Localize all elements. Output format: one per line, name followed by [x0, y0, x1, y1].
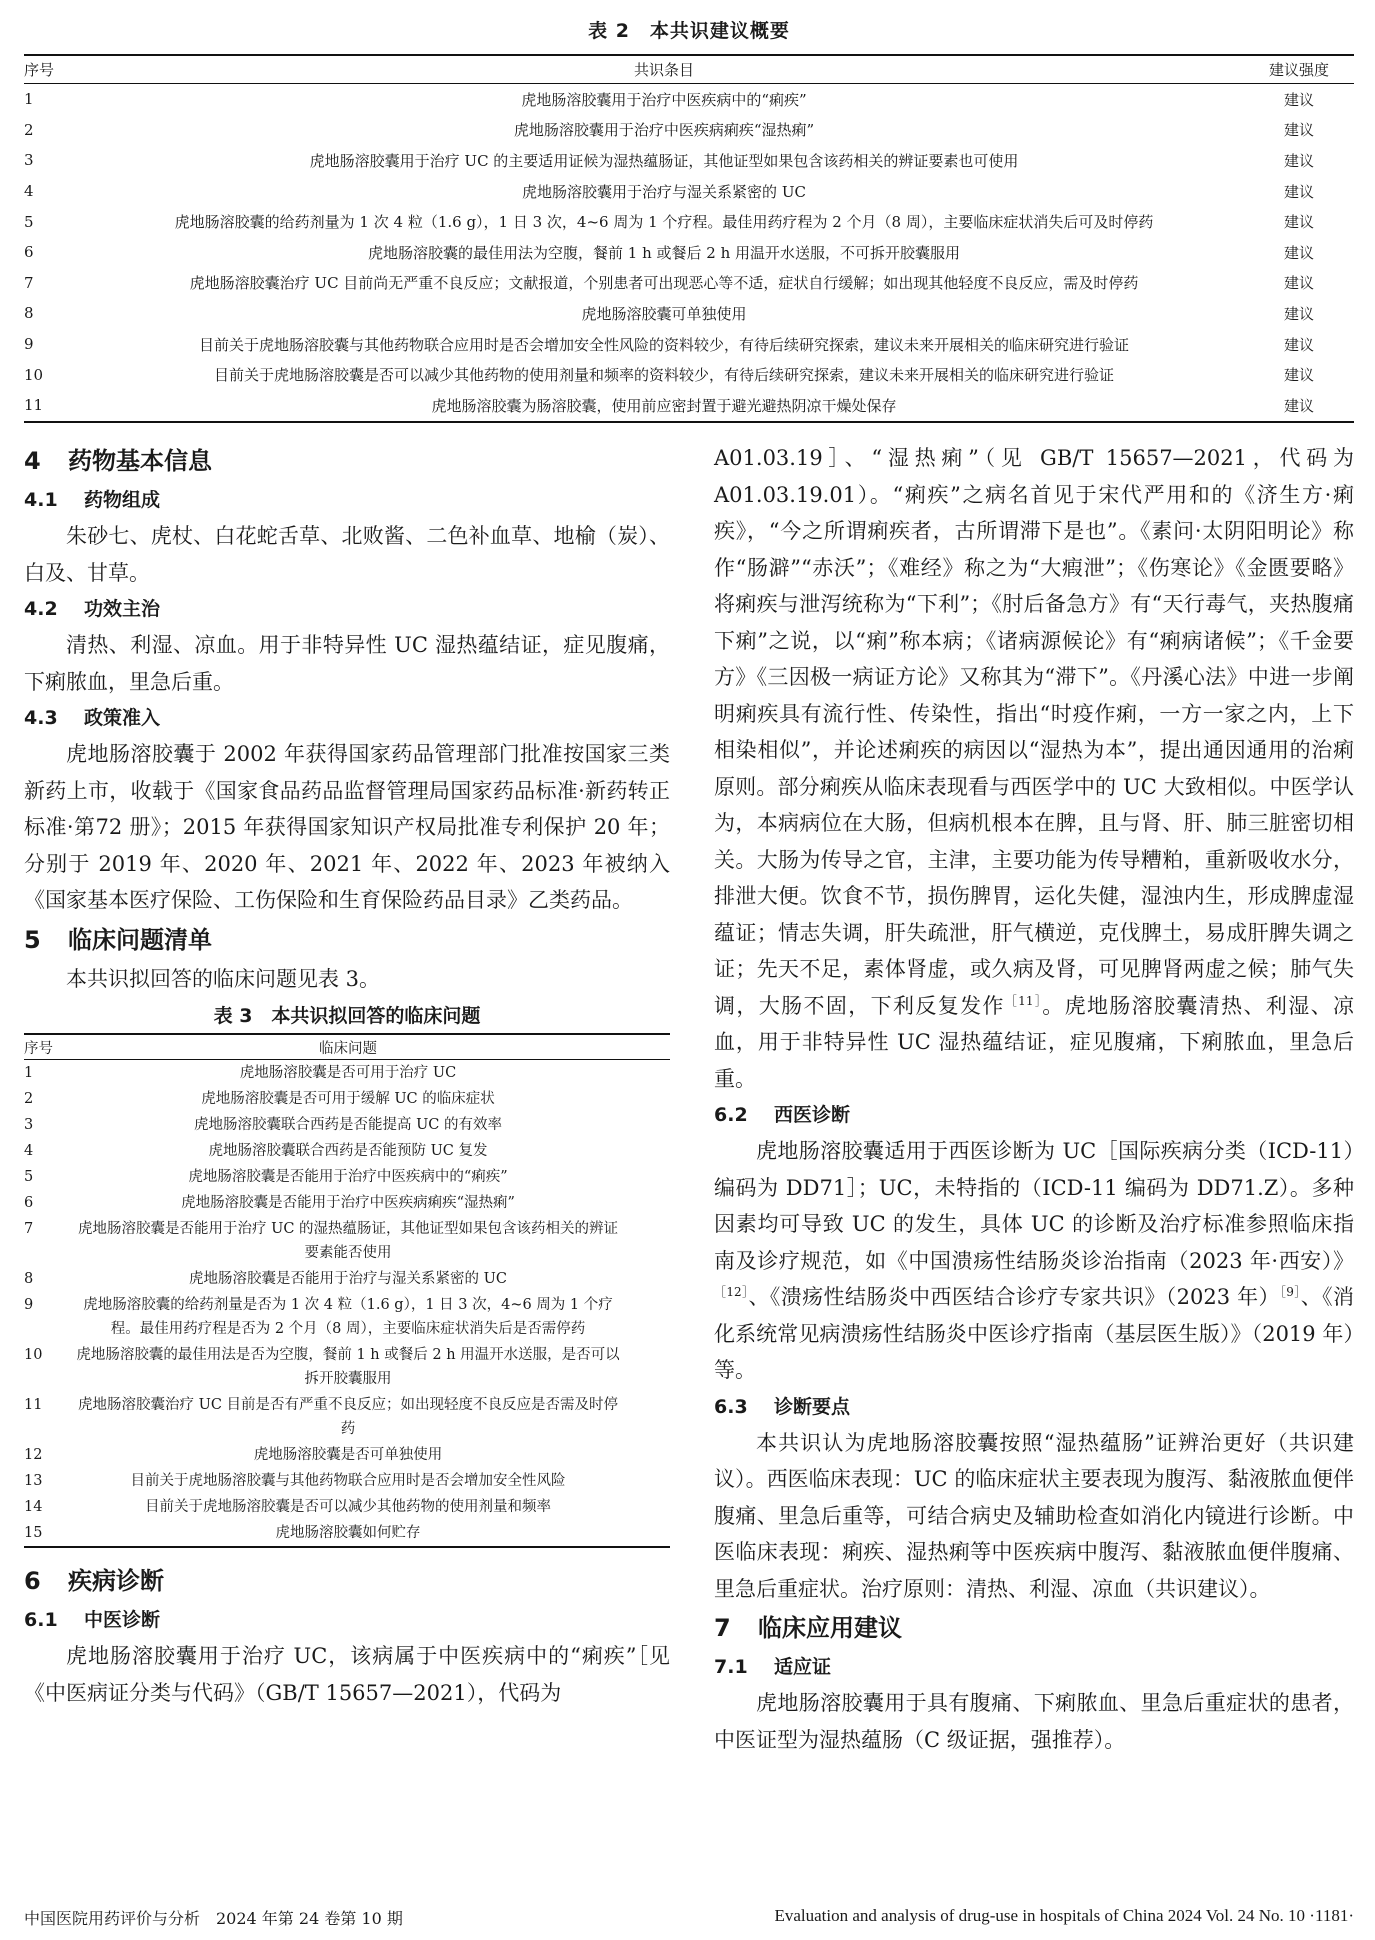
recommendation-strength: 建议 — [1283, 121, 1314, 140]
section-4-3-heading: 4.3 政策准入 — [24, 707, 161, 729]
recommendation-strength: 建议 — [1283, 151, 1314, 170]
table2-row — [24, 329, 1354, 360]
section-6-3-text: 本共识认为虎地肠溶胶囊按照“湿热蕴肠”证辨治更好（共识建议）。西医临床表现：UC 的临床症状主要表现为腹泻、黏液脓血便伴腹痛、里急后重等，可结合病史及辅助检查如消化内镜进行诊断。中医临床表现：痢疾、湿热痢等中医疾病中腹泻、黏液脓血便伴腹痛、里急后重症状。治疗原则：清热、利湿、凉血（共识建议）。 — [714, 1430, 1354, 1601]
consensus-item: 虎地肠溶胶囊治疗 UC 目前尚无严重不良反应；文献报道，个别患者可出现恶心等不适，症状自行缓解；如出现其他轻度不良反应，需及时停药 — [189, 274, 1139, 293]
clinical-question: 虎地肠溶胶囊是否可用于治疗 UC — [239, 1065, 457, 1081]
table3-row — [24, 1086, 670, 1112]
table2-row — [24, 176, 1354, 207]
section-6-2-heading: 6.2 西医诊断 — [714, 1104, 851, 1126]
consensus-item: 虎地肠溶胶囊用于治疗中医疾病中的“痢疾” — [521, 90, 807, 109]
table3-row — [24, 1138, 670, 1164]
table2-header: 序号 — [24, 55, 84, 84]
clinical-question: 虎地肠溶胶囊的给药剂量是否为 1 次 4 粒（1.6 g），1 日 3 次，4~6 周为 1 个疗程。最佳用药疗程是否为 2 个月（8 周），主要临床症状消失后是否需停药 — [83, 1297, 613, 1337]
table3-row — [24, 1494, 670, 1520]
section-4-1-heading: 4.1 药物组成 — [24, 489, 161, 511]
table3-row — [24, 1216, 670, 1266]
section-4-2-text: 清热、利湿、凉血。用于非特异性 UC 湿热蕴结证，症见腹痛，下痢脓血，里急后重。 — [24, 633, 670, 694]
clinical-question: 虎地肠溶胶囊是否能用于治疗 UC 的湿热蕴肠证，其他证型如果包含该药相关的辨证要素能否使用 — [77, 1221, 619, 1261]
table3-row — [24, 1342, 670, 1392]
recommendation-strength: 建议 — [1283, 274, 1314, 293]
table3-row — [24, 1520, 670, 1547]
table2-row — [24, 145, 1354, 176]
recommendation-strength: 建议 — [1283, 213, 1314, 232]
clinical-question: 虎地肠溶胶囊的最佳用法是否为空腹，餐前 1 h 或餐后 2 h 用温开水送服，是否可以拆开胶囊服用 — [76, 1347, 620, 1387]
clinical-question: 虎地肠溶胶囊是否可单独使用 — [253, 1447, 443, 1463]
section-6-2-text: 虎地肠溶胶囊适用于西医诊断为 UC［国际疾病分类（ICD-11）编码为 DD71］；UC，未特指的（ICD-11 编码为 DD71.Z）。多种因素均可导致 UC 的发生，具体 UC 的诊断及治疗标准参照临床指南及诊疗规范，如《中国溃疡性结肠炎诊治指南（2023 年·西安）》$^{[12]}$、《溃疡性结肠炎中西医结合诊疗专家共识》（2023 年）$^{[9]}$、《消化系统常见病溃疡性结肠炎中医诊疗指南（基层医生版）》（2019 年）等。 — [714, 1139, 1354, 1382]
table2-row — [24, 390, 1354, 422]
row-number: 8 — [24, 1271, 34, 1287]
table2-caption: 表 2 本共识建议概要 — [588, 20, 790, 42]
table3-row — [24, 1266, 670, 1292]
table3-header: 序号 — [24, 1034, 76, 1060]
journal-name-en: Evaluation and analysis of drug-use in hospitals of China 2024 Vol. 24 No. 10 ·1181· — [774, 1906, 1354, 1925]
table3-row — [24, 1392, 670, 1442]
table3-row — [24, 1112, 670, 1138]
clinical-question: 虎地肠溶胶囊联合西药是否能预防 UC 复发 — [208, 1143, 488, 1159]
table2-row — [24, 298, 1354, 329]
clinical-question: 虎地肠溶胶囊联合西药是否能提高 UC 的有效率 — [193, 1117, 503, 1133]
row-number: 6 — [24, 1195, 34, 1211]
section-7-heading: 7 临床应用建议 — [714, 1614, 902, 1642]
row-number: 7 — [24, 1221, 34, 1237]
section-7-1-text: 虎地肠溶胶囊用于具有腹痛、下痢脓血、里急后重症状的患者，中医证型为湿热蕴肠（C 级证据，强推荐）。 — [714, 1691, 1354, 1752]
table3-row — [24, 1060, 670, 1087]
section-7-1-heading: 7.1 适应证 — [714, 1656, 832, 1678]
row-number: 9 — [24, 335, 34, 354]
citation: ［12］ — [714, 1285, 749, 1299]
table2-header: 共识条目 — [84, 55, 1244, 84]
recommendation-strength: 建议 — [1244, 390, 1354, 422]
row-number: 4 — [24, 182, 34, 201]
recommendation-strength: 建议 — [1283, 335, 1314, 354]
consensus-item: 虎地肠溶胶囊用于治疗与湿关系紧密的 UC — [522, 182, 806, 201]
section-4-heading: 4 药物基本信息 — [24, 447, 212, 475]
table3-row — [24, 1292, 670, 1342]
row-number: 5 — [24, 1169, 34, 1185]
clinical-question: 目前关于虎地肠溶胶囊是否可以减少其他药物的使用剂量和频率 — [145, 1499, 551, 1515]
citation: ［11］ — [1004, 993, 1043, 1008]
row-number: 6 — [24, 243, 34, 262]
row-number: 3 — [24, 151, 34, 170]
section-6-1-text-part1: 虎地肠溶胶囊用于治疗 UC，该病属于中医疾病中的“痢疾”［见《中医病证分类与代码》（GB/T 15657—2021），代码为 — [24, 1644, 670, 1705]
table3-row — [24, 1164, 670, 1190]
table2-header: 建议强度 — [1244, 55, 1354, 84]
consensus-item: 目前关于虎地肠溶胶囊与其他药物联合应用时是否会增加安全性风险的资料较少，有待后续研究探索，建议未来开展相关的临床研究进行验证 — [198, 335, 1129, 354]
row-number: 5 — [24, 212, 34, 231]
section-6-1-text-part2: A01.03.19］、“湿热痢”（见 GB/T 15657—2021，代码为 A01.03.19.01）。“痢疾”之病名首见于宋代严用和的《济生方·痢疾》，“今之所谓痢疾者，古所谓滞下是也”。《素问·太阴阳明论》称作“肠澼”“赤沃”；《难经》称之为“大瘕泄”；《伤寒论》《金匮要略》将痢疾与泄泻统称为“下利”；《肘后备急方》有“天行毒气，夹热腹痛下痢”之说，以“痢”称本病；《诸病源候论》有“痢病诸候”；《千金要方》《三因极一病证方论》又称其为“滞下”。《丹溪心法》中进一步阐明痢疾具有流行性、传染性，指出“时疫作痢，一方一家之内，上下相染相似”，并论述痢疾的病因以“湿热为本”，提出通因通用的治痢原则。部分痢疾从临床表现看与西医学中的 UC 大致相似。中医学认为，本病病位在大肠，但病机根本在脾，且与肾、肝、肺三脏密切相关。大肠为传导之官，主津，主要功能为传导糟粕，重新吸收水分，排泄大便。饮食不节，损伤脾胃，运化失健，湿浊内生，形成脾虚湿蕴证；情志失调，肝失疏泄，肝气横逆，克伐脾土，易成肝脾失调之证；先天不足，素体肾虚，或久病及肾，可见脾肾两虚之候；肺气失调，大肠不固，下利反复发作$^{[11]}$。虎地肠溶胶囊清热、利湿、凉血，用于非特异性 UC 湿热蕴结证，症见腹痛，下痢脓血，里急后重。 — [714, 446, 1355, 1091]
clinical-question: 虎地肠溶胶囊如何贮存 — [76, 1520, 670, 1547]
table3-row — [24, 1468, 670, 1494]
row-number: 11 — [24, 390, 84, 422]
journal-name: 中国医院用药评价与分析 2024 年第 24 卷第 10 期 — [24, 1909, 403, 1928]
row-number: 14 — [24, 1499, 43, 1515]
row-number: 8 — [24, 304, 34, 323]
clinical-question: 虎地肠溶胶囊是否可用于缓解 UC 的临床症状 — [201, 1091, 495, 1107]
consensus-item: 虎地肠溶胶囊用于治疗中医疾病痢疾“湿热痢” — [513, 121, 815, 140]
row-number: 13 — [24, 1473, 43, 1489]
table2-row — [24, 237, 1354, 268]
table2-row — [24, 206, 1354, 237]
row-number: 3 — [24, 1117, 34, 1133]
row-number: 11 — [24, 1397, 43, 1413]
clinical-question: 虎地肠溶胶囊是否能用于治疗中医疾病中的“痢疾” — [188, 1169, 508, 1185]
row-number: 1 — [24, 1065, 34, 1081]
consensus-item: 虎地肠溶胶囊用于治疗 UC 的主要适用证候为湿热蕴肠证，其他证型如果包含该药相关的辨证要素也可使用 — [309, 151, 1019, 170]
row-number: 9 — [24, 1297, 34, 1313]
table2-row — [24, 359, 1354, 390]
consensus-item: 虎地肠溶胶囊为肠溶胶囊，使用前应密封置于避光避热阴凉干燥处保存 — [84, 390, 1244, 422]
table2-row — [24, 84, 1354, 115]
recommendation-strength: 建议 — [1283, 304, 1314, 323]
right-column — [714, 440, 1354, 1758]
table2-row — [24, 115, 1354, 146]
table2 — [24, 54, 1354, 423]
clinical-question: 虎地肠溶胶囊是否能用于治疗与湿关系紧密的 UC — [189, 1271, 507, 1287]
row-number: 15 — [24, 1520, 76, 1547]
table3-row — [24, 1190, 670, 1216]
clinical-question: 虎地肠溶胶囊是否能用于治疗中医疾病痢疾“湿热痢” — [181, 1195, 515, 1211]
table2-row — [24, 268, 1354, 299]
table3-header: 临床问题 — [76, 1034, 670, 1060]
recommendation-strength: 建议 — [1283, 243, 1314, 262]
section-6-1-heading: 6.1 中医诊断 — [24, 1609, 161, 1631]
table3-row — [24, 1442, 670, 1468]
section-4-2-heading: 4.2 功效主治 — [24, 598, 161, 620]
page — [24, 0, 1354, 1940]
row-number: 4 — [24, 1143, 34, 1159]
consensus-item: 目前关于虎地肠溶胶囊是否可以减少其他药物的使用剂量和频率的资料较少，有待后续研究探索，建议未来开展相关的临床研究进行验证 — [213, 366, 1114, 385]
consensus-item: 虎地肠溶胶囊的最佳用法为空腹，餐前 1 h 或餐后 2 h 用温开水送服，不可拆开胶囊服用 — [367, 243, 961, 262]
clinical-question: 虎地肠溶胶囊治疗 UC 目前是否有严重不良反应；如出现轻度不良反应是否需及时停药 — [77, 1397, 619, 1437]
row-number: 2 — [24, 120, 34, 139]
section-6-heading: 6 疾病诊断 — [24, 1567, 164, 1595]
section-6-3-heading: 6.3 诊断要点 — [714, 1395, 851, 1418]
row-number: 2 — [24, 1091, 34, 1107]
left-column — [24, 440, 670, 1711]
row-number: 10 — [24, 1347, 43, 1363]
clinical-question: 目前关于虎地肠溶胶囊与其他药物联合应用时是否会增加安全性风险 — [130, 1473, 566, 1489]
section-5-text: 本共识拟回答的临床问题见表 3。 — [66, 966, 381, 991]
row-number: 1 — [24, 90, 34, 109]
section-5-heading: 5 临床问题清单 — [24, 925, 212, 954]
row-number: 7 — [24, 273, 34, 292]
table3-caption: 表 3 本共识拟回答的临床问题 — [213, 1005, 481, 1027]
recommendation-strength: 建议 — [1283, 90, 1314, 109]
citation: ［9］ — [1279, 1285, 1301, 1299]
recommendation-strength: 建议 — [1283, 366, 1314, 385]
consensus-item: 虎地肠溶胶囊可单独使用 — [581, 304, 747, 323]
table3 — [24, 1033, 670, 1548]
recommendation-strength: 建议 — [1283, 182, 1314, 201]
section-4-1-text: 朱砂七、虎杖、白花蛇舌草、北败酱、二色补血草、地榆（炭）、白及、甘草。 — [24, 524, 670, 585]
row-number: 12 — [24, 1447, 43, 1463]
row-number: 10 — [24, 365, 44, 384]
consensus-item: 虎地肠溶胶囊的给药剂量为 1 次 4 粒（1.6 g），1 日 3 次，4~6 周为 1 个疗程。最佳用药疗程为 2 个月（8 周），主要临床症状消失后可及时停药 — [174, 213, 1154, 232]
section-4-3-text: 虎地肠溶胶囊于 2002 年获得国家药品管理部门批准按国家三类新药上市，收载于《国家食品药品监督管理局国家药品标准·新药转正标准·第72 册》；2015 年获得国家知识产权局批准专利保护 20 年；分别于 2019 年、2020 年、2021 年、2022 年、2023 年被纳入《国家基本医疗保险、工伤保险和生育保险药品目录》乙类药品。 — [24, 742, 670, 912]
